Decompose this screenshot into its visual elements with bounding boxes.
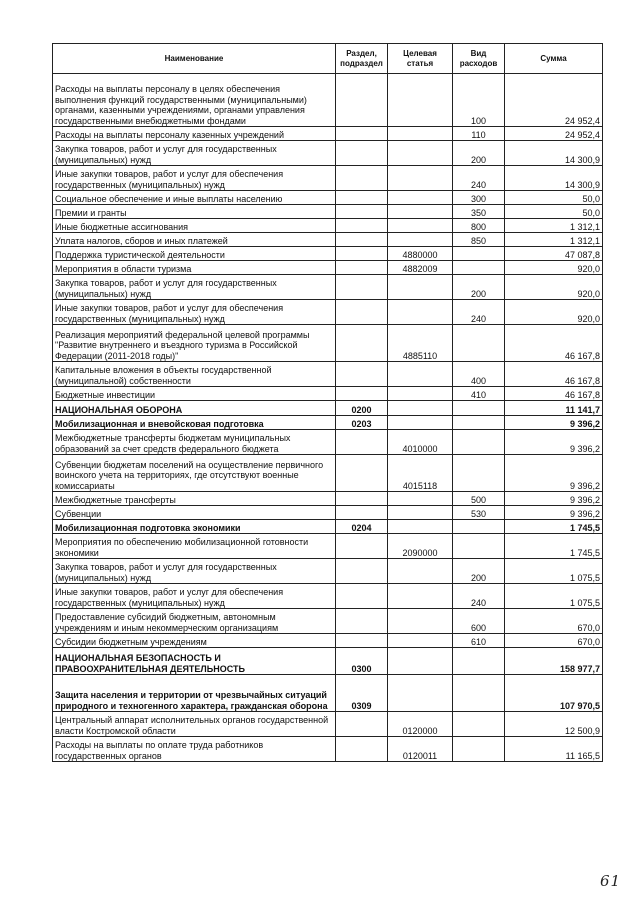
table-row xyxy=(53,362,603,387)
cell-type: 600 xyxy=(453,609,505,634)
cell-name: Расходы на выплаты персоналу казенных учреждений xyxy=(53,127,336,141)
cell-target xyxy=(388,74,453,127)
cell-sum: 47 087,8 xyxy=(505,247,603,261)
header-name: Наименование xyxy=(53,44,336,74)
cell-type: 300 xyxy=(453,191,505,205)
cell-section: 0309 xyxy=(336,675,388,712)
cell-type xyxy=(453,247,505,261)
cell-section: 0300 xyxy=(336,648,388,675)
table-row xyxy=(53,559,603,584)
cell-name: Мобилизационная и вневойсковая подготовка xyxy=(53,416,336,430)
cell-type: 200 xyxy=(453,275,505,300)
header-target: Целевая статья xyxy=(388,44,453,74)
cell-section xyxy=(336,492,388,506)
cell-target xyxy=(388,506,453,520)
table-row xyxy=(53,712,603,737)
cell-name: Уплата налогов, сборов и иных платежей xyxy=(53,233,336,247)
cell-sum: 46 167,8 xyxy=(505,362,603,387)
cell-target xyxy=(388,219,453,233)
header-sum: Сумма xyxy=(505,44,603,74)
cell-name: Субвенции бюджетам поселений на осуществление первичного воинского учета на территориях, где отсутствуют военные комиссариаты xyxy=(53,455,336,492)
cell-type xyxy=(453,675,505,712)
cell-sum: 1 312,1 xyxy=(505,233,603,247)
cell-name: Мероприятия по обеспечению мобилизационной готовности экономики xyxy=(53,534,336,559)
cell-target xyxy=(388,520,453,534)
cell-target xyxy=(388,584,453,609)
cell-section xyxy=(336,534,388,559)
cell-section xyxy=(336,430,388,455)
cell-name: Расходы на выплаты персоналу в целях обеспечения выполнения функций государственными (муниципальными) органами, казенными учреждениями, органами управления государственными внебюджетными фондами xyxy=(53,74,336,127)
cell-type: 410 xyxy=(453,387,505,401)
cell-section: 0204 xyxy=(336,520,388,534)
cell-section xyxy=(336,74,388,127)
table-row xyxy=(53,166,603,191)
cell-sum: 1 745,5 xyxy=(505,534,603,559)
cell-type: 240 xyxy=(453,584,505,609)
cell-type: 530 xyxy=(453,506,505,520)
table-row xyxy=(53,520,603,534)
header-section: Раздел, подраздел xyxy=(336,44,388,74)
cell-sum: 1 075,5 xyxy=(505,584,603,609)
cell-type: 400 xyxy=(453,362,505,387)
table-row xyxy=(53,401,603,416)
cell-section xyxy=(336,300,388,325)
cell-name: Социальное обеспечение и иные выплаты населению xyxy=(53,191,336,205)
cell-type xyxy=(453,534,505,559)
cell-target xyxy=(388,166,453,191)
cell-section xyxy=(336,166,388,191)
table-row xyxy=(53,648,603,675)
cell-type: 110 xyxy=(453,127,505,141)
cell-sum: 158 977,7 xyxy=(505,648,603,675)
table-row xyxy=(53,300,603,325)
cell-target: 4885110 xyxy=(388,325,453,362)
cell-target xyxy=(388,362,453,387)
cell-type xyxy=(453,648,505,675)
cell-target xyxy=(388,191,453,205)
cell-sum: 46 167,8 xyxy=(505,387,603,401)
cell-sum: 9 396,2 xyxy=(505,455,603,492)
table-row xyxy=(53,609,603,634)
cell-target xyxy=(388,416,453,430)
cell-sum: 11 141,7 xyxy=(505,401,603,416)
table-row xyxy=(53,416,603,430)
cell-section xyxy=(336,634,388,648)
cell-sum: 920,0 xyxy=(505,261,603,275)
cell-section xyxy=(336,127,388,141)
cell-name: НАЦИОНАЛЬНАЯ ОБОРОНА xyxy=(53,401,336,416)
cell-name: Премии и гранты xyxy=(53,205,336,219)
cell-type: 200 xyxy=(453,559,505,584)
table-row xyxy=(53,506,603,520)
cell-target xyxy=(388,609,453,634)
cell-name: Центральный аппарат исполнительных органов государственной власти Костромской области xyxy=(53,712,336,737)
cell-type xyxy=(453,737,505,762)
cell-section xyxy=(336,387,388,401)
cell-section xyxy=(336,584,388,609)
table-row xyxy=(53,634,603,648)
cell-target xyxy=(388,559,453,584)
cell-name: Субвенции xyxy=(53,506,336,520)
cell-section: 0200 xyxy=(336,401,388,416)
cell-name: НАЦИОНАЛЬНАЯ БЕЗОПАСНОСТЬ И ПРАВООХРАНИТЕЛЬНАЯ ДЕЯТЕЛЬНОСТЬ xyxy=(53,648,336,675)
cell-sum: 1 745,5 xyxy=(505,520,603,534)
cell-section xyxy=(336,205,388,219)
cell-target xyxy=(388,492,453,506)
cell-target xyxy=(388,675,453,712)
cell-target: 4880000 xyxy=(388,247,453,261)
cell-sum: 107 970,5 xyxy=(505,675,603,712)
cell-target: 4882009 xyxy=(388,261,453,275)
cell-sum: 11 165,5 xyxy=(505,737,603,762)
cell-target xyxy=(388,387,453,401)
table-row xyxy=(53,219,603,233)
cell-type xyxy=(453,401,505,416)
cell-type xyxy=(453,455,505,492)
cell-type xyxy=(453,520,505,534)
cell-section xyxy=(336,559,388,584)
cell-target xyxy=(388,205,453,219)
header-type: Вид расходов xyxy=(453,44,505,74)
cell-name: Закупка товаров, работ и услуг для государственных (муниципальных) нужд xyxy=(53,141,336,166)
cell-section xyxy=(336,325,388,362)
cell-sum: 12 500,9 xyxy=(505,712,603,737)
cell-type xyxy=(453,325,505,362)
table-row xyxy=(53,737,603,762)
cell-sum: 670,0 xyxy=(505,634,603,648)
cell-target xyxy=(388,233,453,247)
cell-name: Закупка товаров, работ и услуг для государственных (муниципальных) нужд xyxy=(53,275,336,300)
cell-target: 4015118 xyxy=(388,455,453,492)
cell-target xyxy=(388,634,453,648)
table-row xyxy=(53,141,603,166)
cell-name: Защита населения и территории от чрезвычайных ситуаций природного и техногенного характера, гражданская оборона xyxy=(53,675,336,712)
cell-target: 0120011 xyxy=(388,737,453,762)
table-row xyxy=(53,205,603,219)
cell-name: Иные закупки товаров, работ и услуг для обеспечения государственных (муниципальных) нужд xyxy=(53,166,336,191)
cell-name: Мероприятия в области туризма xyxy=(53,261,336,275)
table-row xyxy=(53,275,603,300)
table-row xyxy=(53,534,603,559)
cell-sum: 670,0 xyxy=(505,609,603,634)
table-row xyxy=(53,675,603,712)
cell-type xyxy=(453,261,505,275)
cell-name: Реализация мероприятий федеральной целевой программы "Развитие внутреннего и въездного туризма в Российской Федерации (2011-2018 годы)" xyxy=(53,325,336,362)
table-row xyxy=(53,584,603,609)
cell-target xyxy=(388,300,453,325)
cell-section xyxy=(336,261,388,275)
table-row xyxy=(53,261,603,275)
table-row xyxy=(53,430,603,455)
cell-type: 350 xyxy=(453,205,505,219)
cell-section xyxy=(336,455,388,492)
table-row xyxy=(53,387,603,401)
cell-target: 0120000 xyxy=(388,712,453,737)
cell-name: Субсидии бюджетным учреждениям xyxy=(53,634,336,648)
table-row xyxy=(53,233,603,247)
page-number: 61 xyxy=(600,872,622,890)
cell-sum: 920,0 xyxy=(505,300,603,325)
budget-table xyxy=(52,43,603,762)
cell-name: Капитальные вложения в объекты государственной (муниципальной) собственности xyxy=(53,362,336,387)
cell-sum: 9 396,2 xyxy=(505,416,603,430)
cell-type xyxy=(453,416,505,430)
table-row xyxy=(53,74,603,127)
cell-section xyxy=(336,247,388,261)
cell-type xyxy=(453,712,505,737)
cell-type xyxy=(453,430,505,455)
cell-section xyxy=(336,712,388,737)
cell-type: 200 xyxy=(453,141,505,166)
cell-name: Иные закупки товаров, работ и услуг для обеспечения государственных (муниципальных) нужд xyxy=(53,584,336,609)
cell-sum: 46 167,8 xyxy=(505,325,603,362)
table-row xyxy=(53,127,603,141)
cell-type: 100 xyxy=(453,74,505,127)
cell-section xyxy=(336,233,388,247)
cell-section: 0203 xyxy=(336,416,388,430)
table-row xyxy=(53,247,603,261)
table-body xyxy=(53,74,603,762)
cell-target xyxy=(388,127,453,141)
cell-name: Межбюджетные трансферты бюджетам муниципальных образований за счет средств федерального бюджета xyxy=(53,430,336,455)
cell-name: Мобилизационная подготовка экономики xyxy=(53,520,336,534)
cell-target xyxy=(388,401,453,416)
cell-name: Расходы на выплаты по оплате труда работников государственных органов xyxy=(53,737,336,762)
cell-sum: 24 952,4 xyxy=(505,127,603,141)
cell-sum: 14 300,9 xyxy=(505,166,603,191)
cell-name: Бюджетные инвестиции xyxy=(53,387,336,401)
cell-target: 4010000 xyxy=(388,430,453,455)
cell-sum: 50,0 xyxy=(505,191,603,205)
cell-section xyxy=(336,141,388,166)
cell-target xyxy=(388,275,453,300)
cell-sum: 50,0 xyxy=(505,205,603,219)
table-row xyxy=(53,191,603,205)
cell-sum: 9 396,2 xyxy=(505,506,603,520)
cell-type: 610 xyxy=(453,634,505,648)
cell-section xyxy=(336,191,388,205)
cell-section xyxy=(336,219,388,233)
cell-name: Иные бюджетные ассигнования xyxy=(53,219,336,233)
cell-sum: 9 396,2 xyxy=(505,430,603,455)
cell-sum: 1 075,5 xyxy=(505,559,603,584)
cell-target xyxy=(388,648,453,675)
cell-type: 850 xyxy=(453,233,505,247)
cell-section xyxy=(336,275,388,300)
table-row xyxy=(53,455,603,492)
cell-type: 800 xyxy=(453,219,505,233)
cell-name: Поддержка туристической деятельности xyxy=(53,247,336,261)
cell-section xyxy=(336,737,388,762)
cell-type: 500 xyxy=(453,492,505,506)
cell-sum: 14 300,9 xyxy=(505,141,603,166)
cell-section xyxy=(336,506,388,520)
cell-section xyxy=(336,609,388,634)
cell-name: Иные закупки товаров, работ и услуг для обеспечения государственных (муниципальных) нужд xyxy=(53,300,336,325)
cell-target: 2090000 xyxy=(388,534,453,559)
cell-sum: 24 952,4 xyxy=(505,74,603,127)
cell-type: 240 xyxy=(453,300,505,325)
cell-section xyxy=(336,362,388,387)
table-row xyxy=(53,492,603,506)
cell-name: Предоставление субсидий бюджетным, автономным учреждениям и иным некоммерческим организациям xyxy=(53,609,336,634)
cell-target xyxy=(388,141,453,166)
cell-name: Закупка товаров, работ и услуг для государственных (муниципальных) нужд xyxy=(53,559,336,584)
cell-sum: 920,0 xyxy=(505,275,603,300)
cell-sum: 9 396,2 xyxy=(505,492,603,506)
cell-name: Межбюджетные трансферты xyxy=(53,492,336,506)
cell-type: 240 xyxy=(453,166,505,191)
header-row xyxy=(53,44,603,74)
cell-sum: 1 312,1 xyxy=(505,219,603,233)
table-row xyxy=(53,325,603,362)
